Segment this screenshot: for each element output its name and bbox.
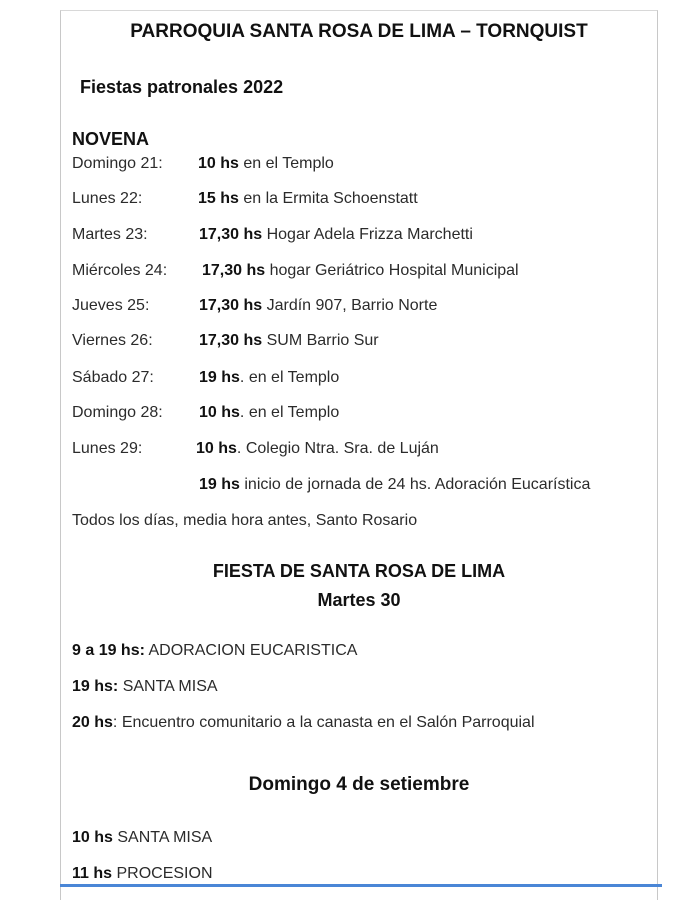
novena-desc: . en el Templo xyxy=(239,369,340,386)
fiesta-desc: : Encuentro comunitario a la canasta en el Salón Parroquial xyxy=(112,714,535,731)
novena-time: 17,30 hs xyxy=(199,332,263,349)
novena-desc: hogar Geriátrico Hospital Municipal xyxy=(265,262,519,279)
novena-day: Domingo 28: xyxy=(72,404,163,421)
domingo-time: 11 hs xyxy=(72,865,113,882)
novena-entry xyxy=(199,331,379,351)
fiesta-item xyxy=(72,677,218,697)
novena-time: 10 hs xyxy=(196,440,237,457)
novena-day: Miércoles 24: xyxy=(72,262,168,279)
fiesta-time: 19 hs: xyxy=(72,678,119,695)
domingo-desc: SANTA MISA xyxy=(112,829,213,846)
novena-desc: SUM Barrio Sur xyxy=(262,332,379,349)
novena-desc: . en el Templo xyxy=(239,404,340,421)
domingo-heading: Domingo 4 de setiembre xyxy=(248,774,470,795)
domingo-item xyxy=(72,828,212,848)
novena-day: Domingo 21: xyxy=(72,155,163,172)
novena-entry xyxy=(198,189,418,209)
novena-entry xyxy=(198,154,334,174)
novena-time: 17,30 hs xyxy=(202,262,266,279)
novena-entry xyxy=(199,296,437,316)
domingo-desc: PROCESION xyxy=(112,865,213,882)
novena-entry xyxy=(196,439,439,459)
novena-day: Jueves 25: xyxy=(72,297,150,314)
novena-heading: NOVENA xyxy=(72,129,150,149)
fiesta-item xyxy=(72,713,535,733)
rosary-note: Todos los días, media hora antes, Santo Rosario xyxy=(72,512,418,529)
fiesta-heading: FIESTA DE SANTA ROSA DE LIMA xyxy=(212,561,506,581)
novena-desc: en el Templo xyxy=(238,155,334,172)
novena-entry xyxy=(202,261,519,281)
novena-day: Sábado 27: xyxy=(72,369,154,386)
domingo-time: 10 hs xyxy=(72,829,113,846)
novena-time: 17,30 hs xyxy=(199,226,263,243)
fiesta-item xyxy=(72,641,357,661)
novena-day: Martes 23: xyxy=(72,226,148,243)
novena-time: 10 hs xyxy=(198,155,239,172)
novena-day: Viernes 26: xyxy=(72,332,153,349)
novena-time: 19 hs xyxy=(199,476,240,493)
parish-title: PARROQUIA SANTA ROSA DE LIMA – TORNQUIST xyxy=(130,21,588,42)
domingo-item xyxy=(72,864,213,884)
novena-desc: Hogar Adela Frizza Marchetti xyxy=(262,226,473,243)
novena-desc: . Colegio Ntra. Sra. de Luján xyxy=(236,440,439,457)
event-subtitle: Fiestas patronales 2022 xyxy=(80,77,284,97)
novena-entry xyxy=(199,225,473,245)
novena-time: 17,30 hs xyxy=(199,297,263,314)
novena-day: Lunes 29: xyxy=(72,440,143,457)
fiesta-time: 20 hs xyxy=(72,714,113,731)
novena-entry xyxy=(199,368,339,388)
novena-time: 19 hs xyxy=(199,369,240,386)
novena-time: 15 hs xyxy=(198,190,239,207)
fiesta-date: Martes 30 xyxy=(317,590,401,610)
bottom-divider xyxy=(60,884,662,887)
novena-entry xyxy=(199,403,339,423)
novena-day: Lunes 22: xyxy=(72,190,143,207)
fiesta-desc: SANTA MISA xyxy=(118,678,218,695)
fiesta-desc: ADORACION EUCARISTICA xyxy=(144,642,358,659)
novena-desc: Jardín 907, Barrio Norte xyxy=(262,297,438,314)
fiesta-time: 9 a 19 hs: xyxy=(72,642,145,659)
novena-desc: en la Ermita Schoenstatt xyxy=(238,190,418,207)
novena-time: 10 hs xyxy=(199,404,240,421)
novena-entry xyxy=(199,475,590,495)
novena-desc: inicio de jornada de 24 hs. Adoración Eucarística xyxy=(239,476,591,493)
